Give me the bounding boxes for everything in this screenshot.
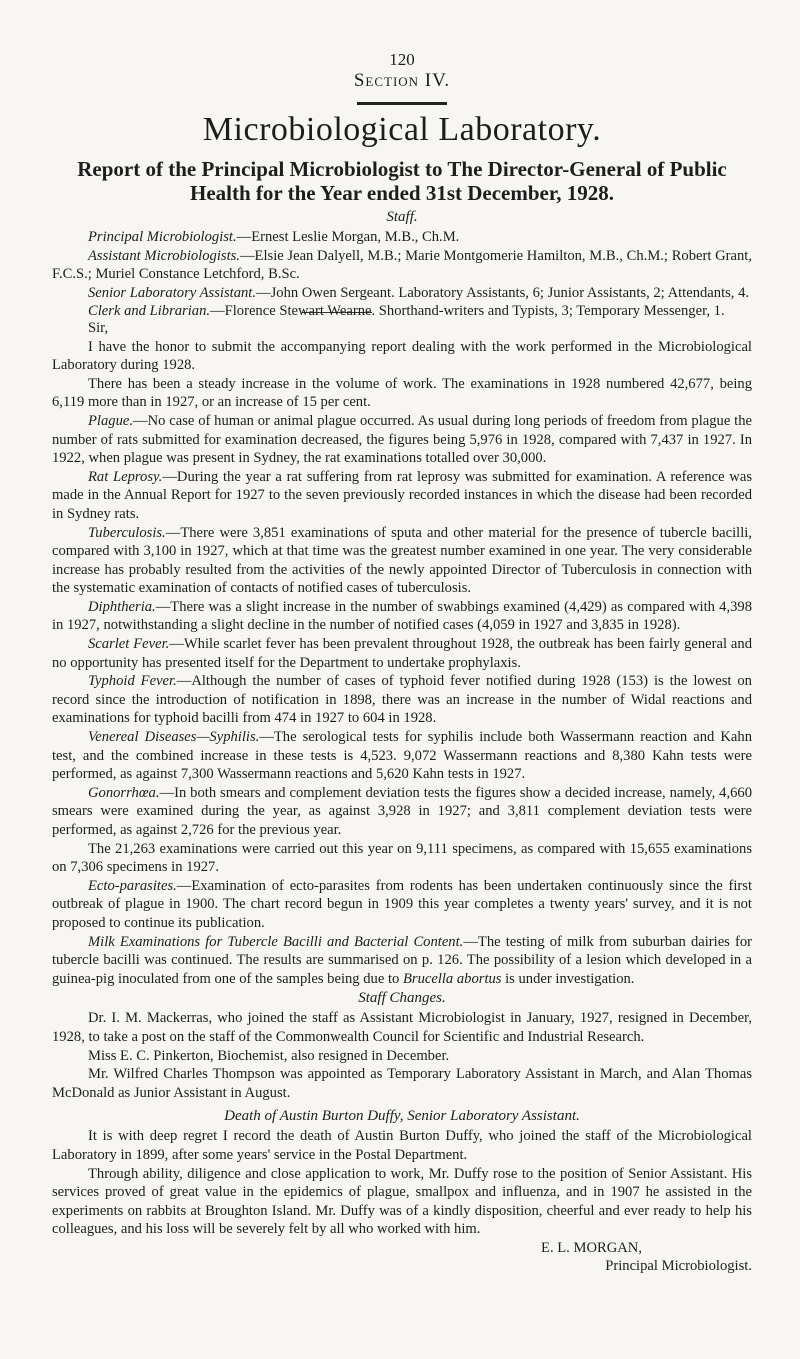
para-scarlet-fever: Scarlet Fever.—While scarlet fever has been prevalent throughout 1928, the outbreak has been fairly general and no opportunity has presented itself for the Department to undertake prophylaxis. [52, 636, 753, 671]
staff-change-item: Miss E. C. Pinkerton, Biochemist, also resigned in December. [88, 1047, 450, 1064]
page-title: Microbiological Laboratory. [202, 111, 602, 148]
para-plague: Plague.—No case of human or animal plague occurred. As usual during long periods of freedom from plague the number of rats submitted for examination decreased, the figures being 5,976 in 1928, compared with 7,437 in 1927. In 1922, when plague was present in Sydney, the rat examinations totalled over 30,000. [52, 412, 752, 467]
death-paragraph: It is with deep regret I record the death of Austin Burton Duffy, who joined the staff of the Microbiological Laboratory in 1899, after some years' service in the Postal Department. [52, 1128, 752, 1163]
death-heading: Death of Austin Burton Duffy, Senior Laboratory Assistant. [224, 1108, 580, 1125]
signature-title: Principal Microbiologist. [605, 1258, 752, 1275]
staff-clerk: Clerk and Librarian.—Florence Stewart Wearne. Shorthand-writers and Typists, 3; Temporary Messenger, 1. [88, 303, 725, 320]
page-number: 120 [389, 50, 415, 69]
death-paragraph: Through ability, diligence and close application to work, Mr. Duffy rose to the position of Senior Assistant. His services proved of great value in the epidemics of plague, smallpox and influenza, and in 1907 he assisted in the experiments on rabbits at Broughton Island. Mr. Duffy was of a kindly disposition, cheerful and ever ready to help his colleagues, and his loss will be severely felt by all who worked with him. [52, 1165, 752, 1238]
staff-assistants: Assistant Microbiologists.—Elsie Jean Dalyell, M.B.; Marie Montgomerie Hamilton, M.B., Ch.M.; Robert Grant, F.C.S.; Muriel Constance Letchford, B.Sc. [52, 247, 752, 283]
para-total: The 21,263 examinations were carried out this year on 9,111 specimens, as compared with 15,655 examinations on 7,306 specimens in 1927. [52, 840, 752, 876]
para-rat-leprosy: Rat Leprosy.—During the year a rat suffering from rat leprosy was submitted for examination. A reference was made in the Annual Report for 1927 to the seven previously recorded instances in which the disease had been recorded in Sydney rats. [52, 468, 753, 522]
signature-block [52, 1239, 752, 1276]
para-intro: I have the honor to submit the accompanying report dealing with the work performed in the Microbiological Laboratory during 1928. [52, 338, 752, 374]
document-page [52, 30, 752, 1276]
para-increase: There has been a steady increase in the volume of work. The examinations in 1928 numbered 42,677, being 6,119 more than in 1927, or an increase of 15 per cent. [52, 375, 752, 411]
para-ecto-parasites: Ecto-parasites.—Examination of ecto-parasites from rodents has been undertaken continuously since the first outbreak of plague in 1900. The chart record begun in 1909 this year completes a twenty years' survey, and it is not proposed to continue its publication. [52, 877, 752, 931]
signature-name: E. L. MORGAN, [541, 1239, 642, 1256]
para-gonorrhoea: Gonorrhœa.—In both smears and complement deviation tests the figures show a decided increase, namely, 4,660 smears were examined during the year, as against 3,928 in 1927; and 3,811 complement deviation tests were performed, as against 2,726 for the previous year. [52, 784, 752, 838]
report-title: Report of the Principal Microbiologist to The Director-General of Public Health for the Year ended 31st December, 1928. [77, 157, 727, 205]
staff-change-item: Dr. I. M. Mackerras, who joined the staff as Assistant Microbiologist in January, 1927, resigned in December, 1928, to take a post on the staff of the Commonwealth Council for Scientific and Industrial Research. [52, 1010, 752, 1045]
para-diphtheria: Diphtheria.—There was a slight increase in the number of swabbings examined (4,429) as compared with 4,398 in 1927, notwithstanding a slight decline in the number of notified cases (4,059 in 1927 and 3,835 in 1928). [52, 598, 752, 634]
salutation: Sir, [88, 319, 109, 336]
para-tuberculosis: Tuberculosis.—There were 3,851 examinations of sputa and other material for the presence of tubercle bacilli, compared with 3,100 in 1927, which at that time was the greatest number examined in one year. The very considerable increase has probably resulted from the activities of the newly appointed Director of Tuberculosis in connection with the systematic examination of contacts of notified cases of tuberculosis. [52, 524, 752, 597]
section-heading: Section IV. [353, 70, 451, 91]
heading-rule [357, 102, 447, 105]
staff-heading: Staff. [386, 209, 418, 225]
para-milk: Milk Examinations for Tubercle Bacilli and Bacterial Content.—The testing of milk from suburban dairies for tubercle bacilli was continued. The results are summarised on p. 126. The possibility of a lesion which developed in a guinea-pig inoculated from one of the samples being due to Brucella abortus is under investigation. [52, 933, 752, 987]
para-typhoid: Typhoid Fever.—Although the number of cases of typhoid fever notified during 1928 (153) is the lowest on record since the introduction of notification in 1898, there was an increase in the number of Widal reactions and examinations for typhoid bacilli from 474 in 1927 to 604 in 1928. [52, 673, 752, 727]
staff-changes-heading: Staff Changes. [358, 990, 446, 1007]
staff-change-item: Mr. Wilfred Charles Thompson was appointed as Temporary Laboratory Assistant in March, and Alan Thomas McDonald as Junior Assistant in August. [52, 1066, 752, 1101]
para-venereal: Venereal Diseases—Syphilis.—The serological tests for syphilis include both Wassermann reaction and Kahn test, and the combined increase in these tests is 4,523. 9,072 Wassermann reactions and 8,380 Kahn tests were performed, as against 7,300 Wassermann reactions and 5,620 Kahn tests in 1927. [52, 729, 752, 783]
staff-senior: Senior Laboratory Assistant.—John Owen Sergeant. Laboratory Assistants, 6; Junior Assistants, 2; Attendants, 4. [88, 284, 750, 301]
staff-principal: Principal Microbiologist.—Ernest Leslie Morgan, M.B., Ch.M. [88, 229, 460, 245]
